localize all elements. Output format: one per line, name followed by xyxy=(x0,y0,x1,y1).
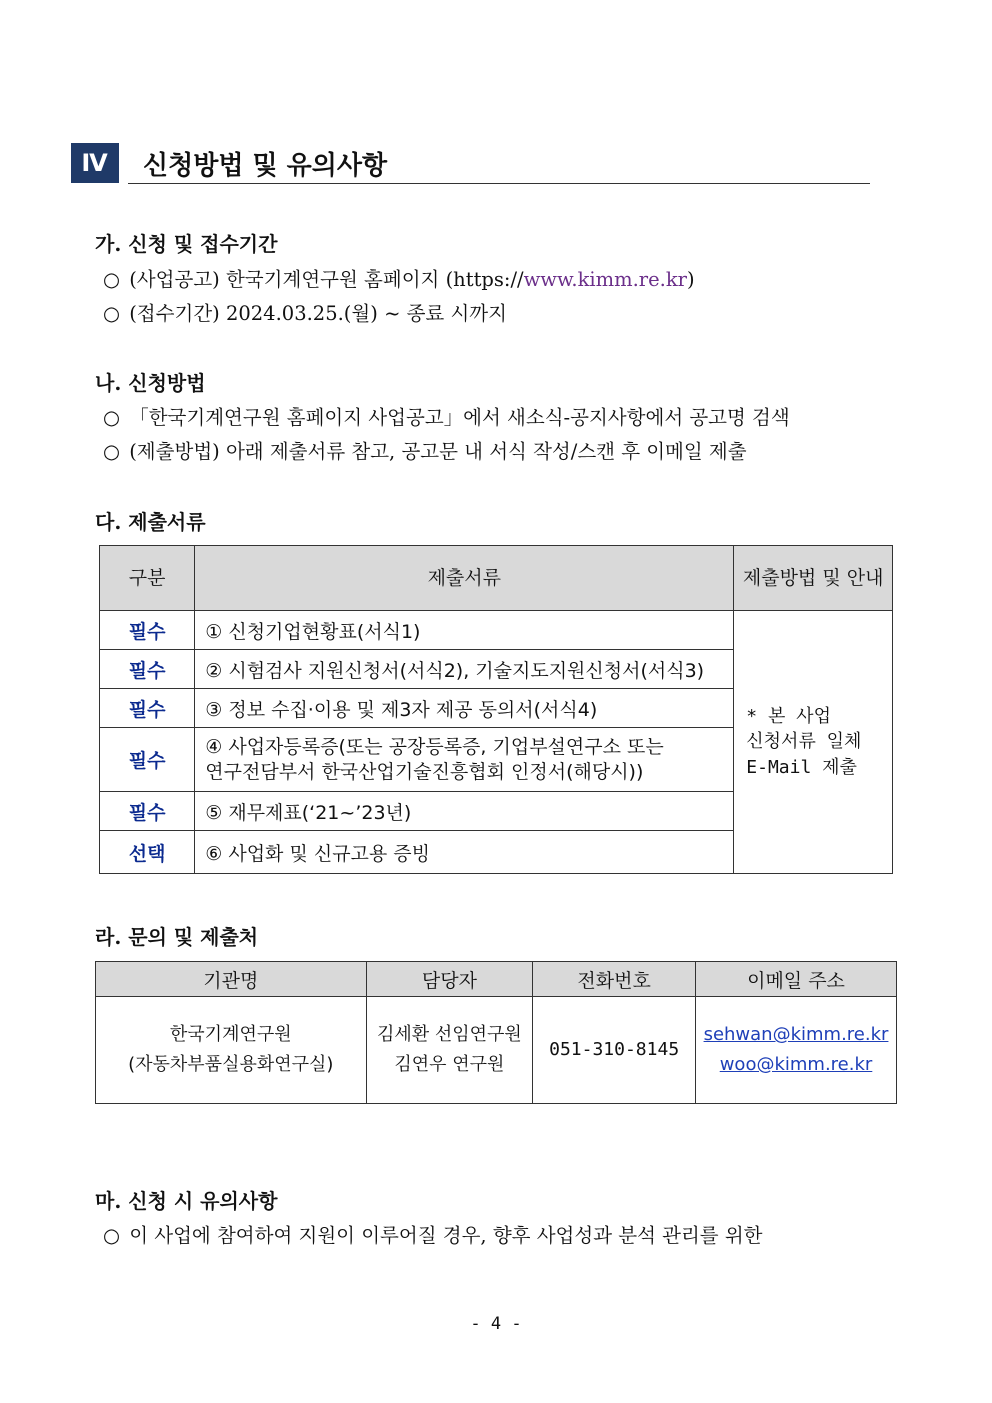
person-1: 김세환 선임연구원 xyxy=(376,1024,522,1046)
email-link-1[interactable]: sehwan@kimm.re.kr xyxy=(703,1024,889,1046)
subheading-na: 나. 신청방법 xyxy=(95,371,206,395)
type-cell: 필수 xyxy=(100,689,195,728)
ga-line-2-text: (접수기간) 2024.03.25.(월) ~ 종료 시까지 xyxy=(129,302,507,325)
table-header-row xyxy=(96,962,897,997)
ga-line-1 xyxy=(103,264,695,292)
org-name: 한국기계연구원 xyxy=(169,1024,292,1046)
document-cell: ③ 정보 수집·이용 및 제3자 제공 동의서(서식4) xyxy=(195,689,734,728)
documents-table xyxy=(99,545,893,874)
type-cell: 필수 xyxy=(100,792,195,831)
header-method: 제출방법 및 안내 xyxy=(734,546,893,611)
type-cell: 필수 xyxy=(100,611,195,650)
note-line: * 본 사업 xyxy=(746,706,831,728)
bullet-circle: ○ xyxy=(103,1224,121,1247)
note-cell xyxy=(734,611,893,874)
document-cell xyxy=(195,728,734,792)
org-cell xyxy=(96,997,367,1104)
email-cell xyxy=(696,997,897,1104)
header-org: 기관명 xyxy=(96,962,367,997)
phone-cell: 051-310-8145 xyxy=(533,997,696,1104)
bullet-circle: ○ xyxy=(103,440,121,463)
ga-line-2 xyxy=(103,298,507,326)
header-person: 담당자 xyxy=(366,962,533,997)
header-documents: 제출서류 xyxy=(195,546,734,611)
email-link-2[interactable]: woo@kimm.re.kr xyxy=(719,1054,873,1075)
document-cell: ⑤ 재무제표(‘21~’23년) xyxy=(195,792,734,831)
person-cell xyxy=(366,997,533,1104)
note-line: E-Mail 제출 xyxy=(746,756,857,778)
section-header xyxy=(71,143,870,185)
document-line: ④ 사업자등록증(또는 공장등록증, 기업부설연구소 또는 xyxy=(205,735,664,758)
section-title: 신청방법 및 유의사항 xyxy=(143,151,388,181)
bullet-circle: ○ xyxy=(103,406,121,429)
type-cell: 선택 xyxy=(100,831,195,874)
section-divider xyxy=(128,183,870,184)
type-cell: 필수 xyxy=(100,728,195,792)
person-2: 김연우 연구원 xyxy=(394,1054,505,1075)
note-line: 신청서류 일체 xyxy=(746,731,862,753)
type-cell: 필수 xyxy=(100,650,195,689)
header-phone: 전화번호 xyxy=(533,962,696,997)
table-row xyxy=(96,997,897,1104)
subheading-ma: 마. 신청 시 유의사항 xyxy=(95,1189,278,1213)
homepage-link[interactable]: www.kimm.re.kr xyxy=(523,268,687,291)
table-row xyxy=(100,611,893,650)
document-line: 연구전담부서 한국산업기술진흥협회 인정서(해당시)) xyxy=(205,760,644,783)
table-header-row xyxy=(100,546,893,611)
page-number: - 4 - xyxy=(470,1314,522,1334)
header-email: 이메일 주소 xyxy=(696,962,897,997)
document-cell: ① 신청기업현황표(서식1) xyxy=(195,611,734,650)
ga-line-1-prefix: (사업공고) 한국기계연구원 홈페이지 (https:// xyxy=(129,268,524,291)
na-line-2-text: (제출방법) 아래 제출서류 참고, 공고문 내 서식 작성/스캔 후 이메일 제출 xyxy=(129,440,747,463)
na-line-1-text: 「한국기계연구원 홈페이지 사업공고」에서 새소식-공지사항에서 공고명 검색 xyxy=(129,406,790,429)
contact-table xyxy=(95,961,897,1104)
na-line-2 xyxy=(103,436,747,464)
na-line-1 xyxy=(103,402,790,430)
subheading-ra: 라. 문의 및 제출처 xyxy=(95,925,259,949)
bullet-circle: ○ xyxy=(103,302,121,325)
subheading-da: 다. 제출서류 xyxy=(95,510,206,534)
section-number-box: Ⅳ xyxy=(71,143,119,183)
ma-line-1-text: 이 사업에 참여하여 지원이 이루어질 경우, 향후 사업성과 분석 관리를 위한 xyxy=(129,1224,763,1247)
bullet-circle: ○ xyxy=(103,268,121,291)
ma-line-1 xyxy=(103,1220,763,1248)
document-cell: ② 시험검사 지원신청서(서식2), 기술지도지원신청서(서식3) xyxy=(195,650,734,689)
header-type: 구분 xyxy=(100,546,195,611)
subheading-ga: 가. 신청 및 접수기간 xyxy=(95,232,278,256)
org-department: (자동차부품실용화연구실) xyxy=(128,1054,334,1075)
ga-line-1-suffix: ) xyxy=(687,268,695,291)
document-cell: ⑥ 사업화 및 신규고용 증빙 xyxy=(195,831,734,874)
